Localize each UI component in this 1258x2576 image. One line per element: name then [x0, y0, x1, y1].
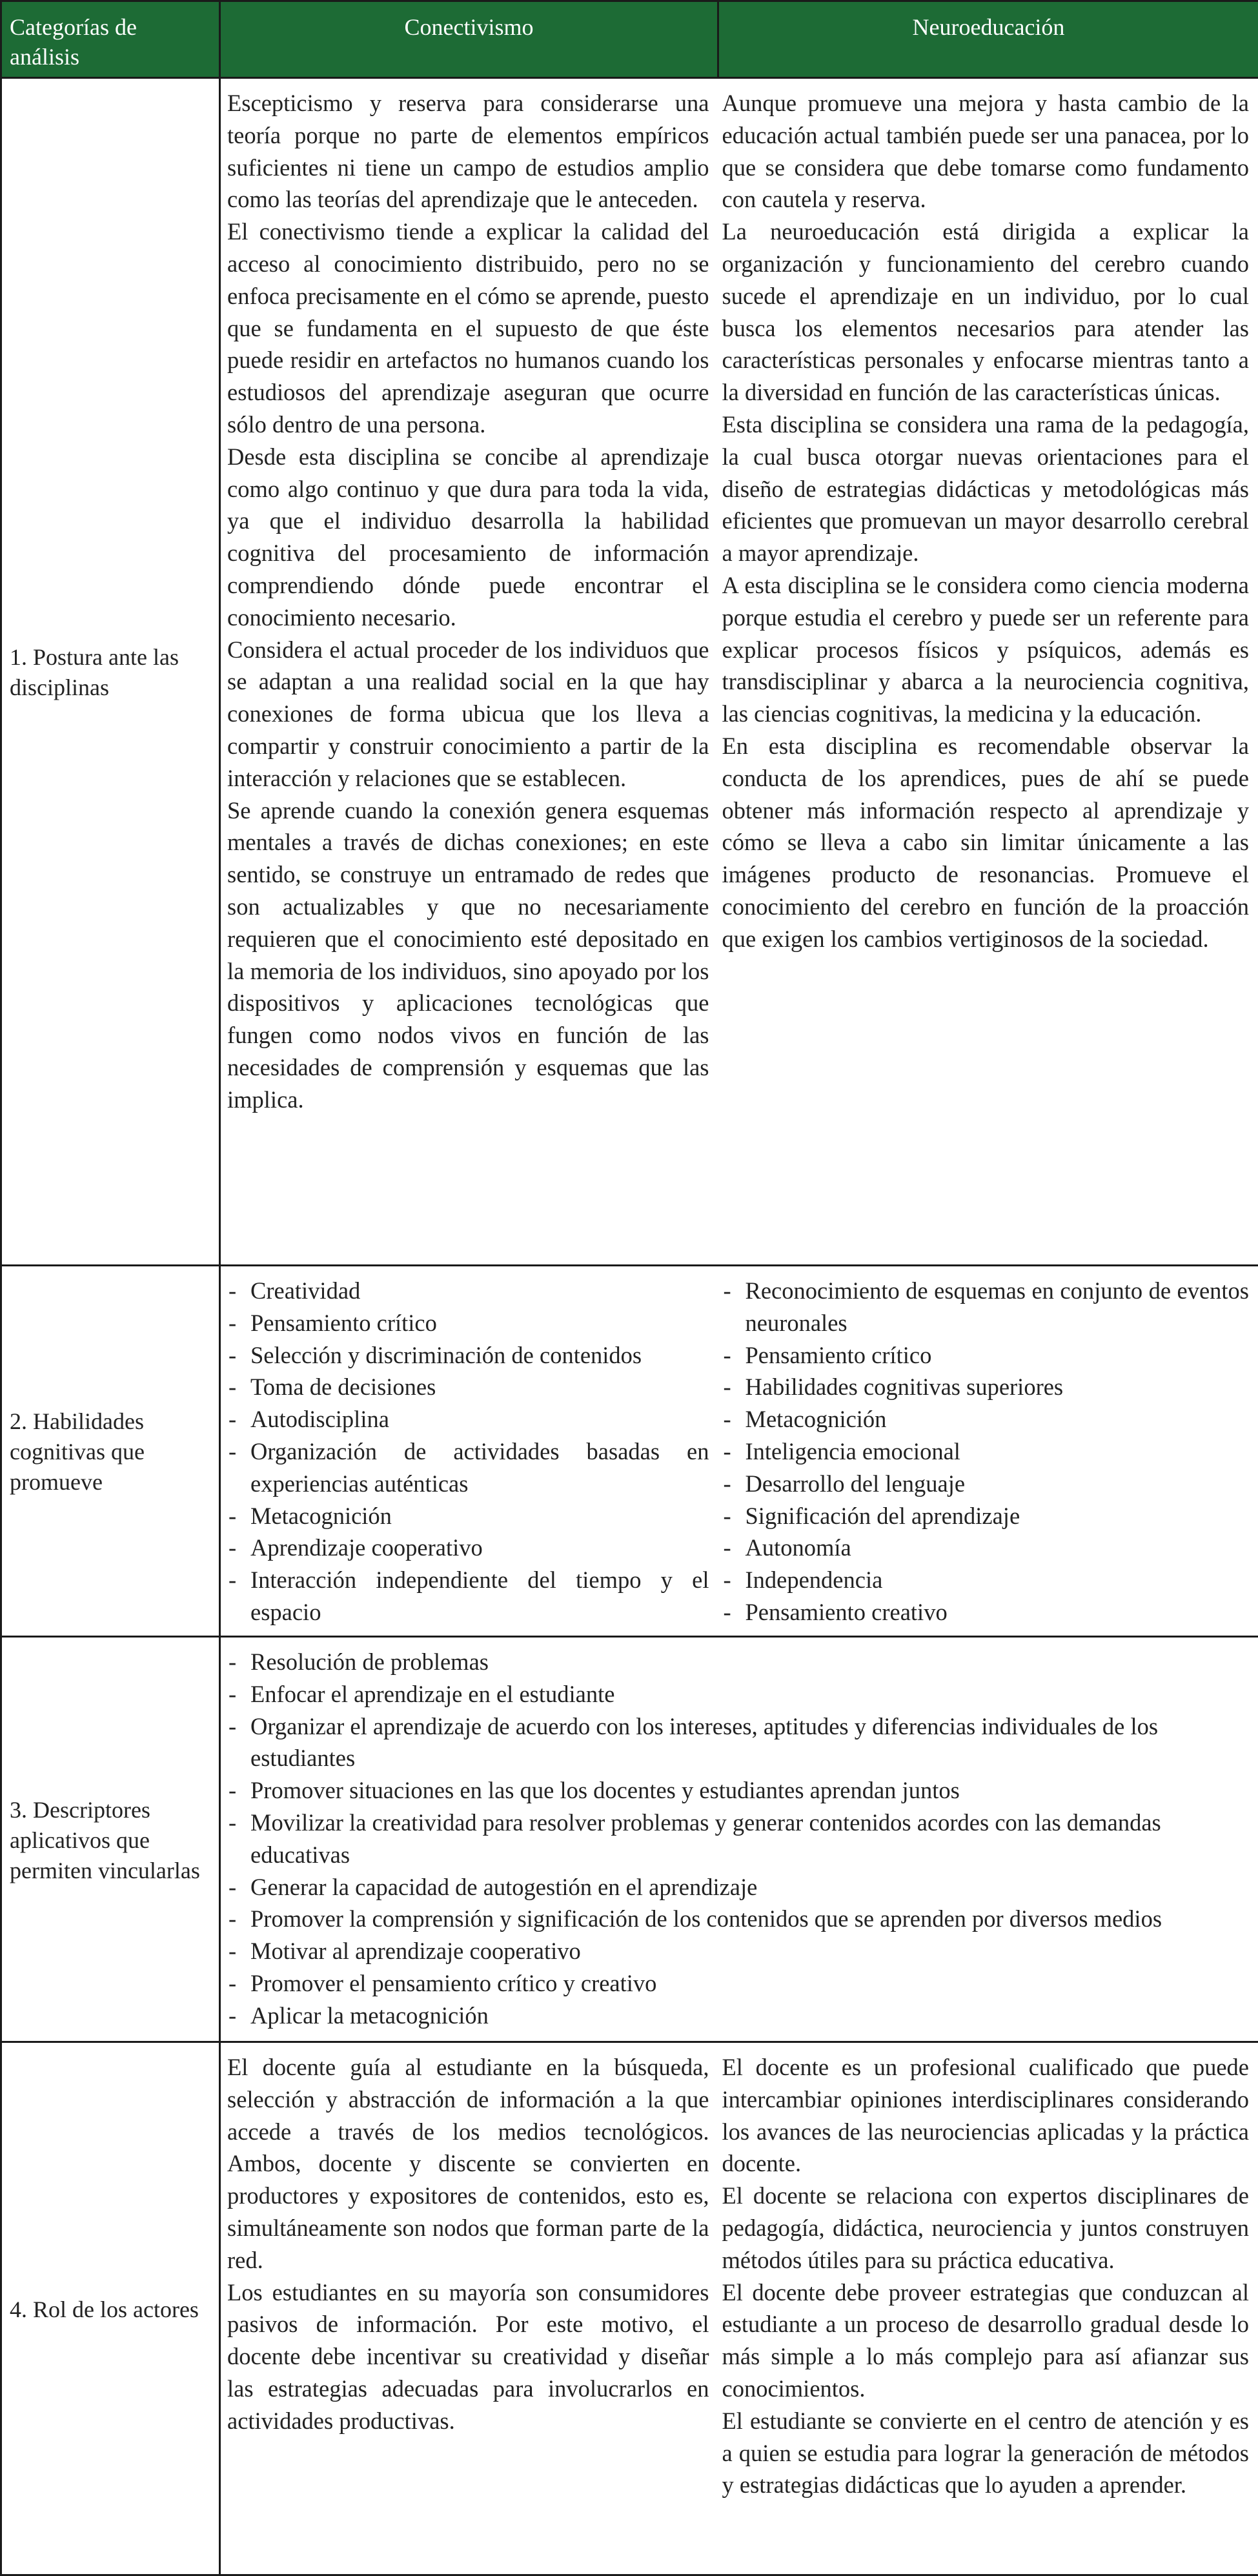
paragraph: El conectivismo tiende a explicar la calidad del acceso al conocimiento distribuido, pero no se enfoca precisamente en el cómo se aprende, puesto que se fundamenta en el supuesto de que éste puede residir en artefactos no humanos cuando los estudiosos del aprendizaje aseguran que ocurre sólo dentro de una persona. — [227, 216, 709, 441]
skills-list — [227, 1275, 709, 1628]
neuroeducacion-cell — [718, 1266, 1258, 1637]
table-body — [1, 78, 1258, 2575]
paragraph: El docente se relaciona con expertos disciplinares de pedagogía, didáctica, neurociencia y juntos construyen métodos útiles para su práctica educativa. — [722, 2180, 1250, 2276]
list-item-text: Pensamiento crítico — [746, 1342, 932, 1368]
list-item — [227, 1678, 1250, 1710]
list-item-text: Toma de decisiones — [250, 1374, 436, 1400]
list-item — [722, 1500, 1250, 1532]
list-item-text: Metacognición — [250, 1503, 392, 1529]
list-item — [227, 1710, 1250, 1775]
list-item-text: Generar la capacidad de autogestión en el aprendizaje — [250, 1874, 757, 1900]
list-item — [227, 1774, 1250, 1807]
neuroeducacion-cell — [718, 2042, 1258, 2575]
list-item — [722, 1403, 1250, 1435]
list-item-text: Pensamiento crítico — [250, 1310, 437, 1336]
paragraph: Los estudiantes en su mayoría son consumidores pasivos de información. Por este motivo, el docente debe incentivar su creatividad y diseñar las estrategias adecuadas para involucrarlos en actividades productivas. — [227, 2277, 709, 2437]
list-item-text: Habilidades cognitivas superiores — [746, 1374, 1064, 1400]
conectivismo-cell — [220, 2042, 718, 2575]
dash-bullet: - — [228, 1903, 236, 1935]
list-item — [227, 1967, 1250, 2000]
neuroeducacion-cell — [718, 78, 1258, 1266]
paragraph: Esta disciplina se considera una rama de la pedagogía, la cual busca otorgar nuevas orientaciones para el diseño de estrategias didácticas y metodológicas más eficientes que promuevan un mayor desarrollo cerebral a mayor aprendizaje. — [722, 409, 1250, 569]
list-item-text: Motivar al aprendizaje cooperativo — [250, 1938, 581, 1964]
paragraph: El estudiante se convierte en el centro de atención y es a quien se estudia para lograr la generación de métodos y estrategias didácticas que lo ayuden a aprender. — [722, 2405, 1250, 2501]
descriptors-list — [227, 1646, 1250, 2032]
category-cell: 4. Rol de los actores — [1, 2042, 220, 2575]
dash-bullet: - — [228, 1275, 236, 1307]
dash-bullet: - — [228, 1339, 236, 1372]
paragraph: El docente es un profesional cualificado que puede intercambiar opiniones interdisciplinares considerando los avances de las neurociencias aplicadas y la práctica docente. — [722, 2051, 1250, 2180]
conectivismo-cell — [220, 1266, 718, 1637]
list-item — [227, 1935, 1250, 1967]
list-item — [722, 1371, 1250, 1403]
paragraph: La neuroeducación está dirigida a explicar la organización y funcionamiento del cerebro cuando sucede el aprendizaje en un individuo, por lo cual busca los elementos necesarios para atender las características personales y enfocarse mientras tanto a la diversidad en función de las características únicas. — [722, 216, 1250, 409]
list-item-text: Interacción independiente del tiempo y el espacio — [250, 1567, 709, 1625]
paragraph: En esta disciplina es recomendable observar la conducta de los aprendices, pues de ahí se puede obtener más información respecto al aprendizaje y cómo se lleva a cabo sin limitar únicamente a las imágenes producto de resonancias. Promueve el conocimiento del cerebro en función de la proacción que exigen los cambios vertiginosos de la sociedad. — [722, 730, 1250, 955]
row-postura — [1, 78, 1258, 1266]
skills-list — [722, 1275, 1250, 1628]
dash-bullet: - — [228, 1807, 236, 1839]
list-item-text: Autodisciplina — [250, 1406, 389, 1432]
row-descriptores — [1, 1637, 1258, 2042]
list-item-text: Desarrollo del lenguaje — [746, 1470, 966, 1497]
table-header — [1, 1, 1258, 78]
list-item — [722, 1275, 1250, 1339]
list-item-text: Pensamiento creativo — [746, 1599, 948, 1625]
paragraph: Se aprende cuando la conexión genera esquemas mentales a través de dichas conexiones; en este sentido, se construye un entramado de redes que son actualizables y que no necesariamente requieren que el conocimiento esté depositado en la memoria de los individuos, sino apoyado por los dispositivos y aplicaciones tecnológicas que fungen como nodos vivos en función de las necesidades de comprensión y esquemas que las implica. — [227, 795, 709, 1116]
shared-descriptors-cell — [220, 1637, 1258, 2042]
dash-bullet: - — [724, 1371, 731, 1403]
header-neuroeducacion: Neuroeducación — [718, 1, 1258, 78]
dash-bullet: - — [228, 1564, 236, 1596]
list-item-text: Creatividad — [250, 1277, 360, 1304]
list-item — [227, 1275, 709, 1307]
category-cell: 1. Postura ante las disciplinas — [1, 78, 220, 1266]
dash-bullet: - — [228, 1532, 236, 1564]
list-item-text: Resolución de problemas — [250, 1648, 489, 1675]
list-item-text: Movilizar la creatividad para resolver problemas y generar contenidos acordes con las demandas educativas — [250, 1809, 1161, 1868]
dash-bullet: - — [228, 1646, 236, 1678]
list-item-text: Autonomía — [746, 1534, 851, 1561]
list-item-text: Enfocar el aprendizaje en el estudiante — [250, 1681, 614, 1707]
dash-bullet: - — [724, 1596, 731, 1628]
list-item-text: Promover el pensamiento crítico y creativo — [250, 1970, 656, 1996]
dash-bullet: - — [724, 1339, 731, 1372]
list-item — [722, 1532, 1250, 1564]
header-conectivismo: Conectivismo — [220, 1, 718, 78]
header-categorias: Categorías de análisis — [1, 1, 220, 78]
list-item — [722, 1468, 1250, 1500]
list-item — [227, 2000, 1250, 2032]
dash-bullet: - — [228, 1871, 236, 1903]
dash-bullet: - — [228, 1710, 236, 1743]
list-item — [227, 1435, 709, 1500]
list-item-text: Organización de actividades basadas en experiencias auténticas — [250, 1438, 709, 1497]
list-item-text: Metacognición — [746, 1406, 887, 1432]
dash-bullet: - — [228, 1307, 236, 1339]
dash-bullet: - — [724, 1564, 731, 1596]
row-habilidades — [1, 1266, 1258, 1637]
dash-bullet: - — [228, 1967, 236, 2000]
list-item — [227, 1371, 709, 1403]
list-item — [722, 1596, 1250, 1628]
paragraph: Escepticismo y reserva para considerarse una teoría porque no parte de elementos empíricos suficientes ni tiene un campo de estudios amplio como las teorías del aprendizaje que le anteceden. — [227, 87, 709, 216]
list-item — [227, 1532, 709, 1564]
list-item-text: Aprendizaje cooperativo — [250, 1534, 483, 1561]
list-item-text: Reconocimiento de esquemas en conjunto de eventos neuronales — [746, 1277, 1250, 1336]
list-item-text: Independencia — [746, 1567, 883, 1593]
dash-bullet: - — [724, 1403, 731, 1435]
dash-bullet: - — [228, 1774, 236, 1807]
category-cell: 2. Habilidades cognitivas que promueve — [1, 1266, 220, 1637]
list-item — [227, 1403, 709, 1435]
dash-bullet: - — [724, 1275, 731, 1307]
list-item-text: Promover situaciones en las que los docentes y estudiantes aprendan juntos — [250, 1777, 960, 1803]
list-item — [227, 1646, 1250, 1678]
dash-bullet: - — [724, 1532, 731, 1564]
dash-bullet: - — [228, 1500, 236, 1532]
dash-bullet: - — [228, 1678, 236, 1710]
dash-bullet: - — [228, 1935, 236, 1967]
list-item — [722, 1339, 1250, 1372]
list-item — [227, 1339, 709, 1372]
list-item-text: Promover la comprensión y significación de los contenidos que se aprenden por diversos medios — [250, 1905, 1162, 1932]
dash-bullet: - — [724, 1468, 731, 1500]
list-item — [227, 1307, 709, 1339]
paragraph: Considera el actual proceder de los individuos que se adaptan a una realidad social en la que hay conexiones de forma ubicua que los lleva a compartir y construir conocimiento a partir de la interacción y relaciones que se establecen. — [227, 634, 709, 795]
dash-bullet: - — [228, 2000, 236, 2032]
paragraph: Desde esta disciplina se concibe al aprendizaje como algo continuo y que dura para toda la vida, ya que el individuo desarrolla la habilidad cognitiva del procesamiento de información comprendiendo dónde puede encontrar el conocimiento necesario. — [227, 441, 709, 634]
list-item — [722, 1564, 1250, 1596]
list-item-text: Inteligencia emocional — [746, 1438, 960, 1465]
list-item — [227, 1564, 709, 1628]
list-item — [722, 1435, 1250, 1468]
conectivismo-cell — [220, 78, 718, 1266]
dash-bullet: - — [228, 1403, 236, 1435]
header-row — [1, 1, 1258, 78]
list-item-text: Organizar el aprendizaje de acuerdo con los intereses, aptitudes y diferencias individuales de los estudiantes — [250, 1713, 1158, 1772]
dash-bullet: - — [228, 1371, 236, 1403]
dash-bullet: - — [724, 1500, 731, 1532]
dash-bullet: - — [724, 1435, 731, 1468]
paragraph: El docente debe proveer estrategias que conduzcan al estudiante a un proceso de desarrollo gradual desde lo más simple a lo más complejo para así afianzar sus conocimientos. — [722, 2277, 1250, 2405]
list-item — [227, 1903, 1250, 1935]
list-item-text: Selección y discriminación de contenidos — [250, 1342, 642, 1368]
paragraph: A esta disciplina se le considera como ciencia moderna porque estudia el cerebro y puede ser un referente para explicar procesos físicos y psíquicos, además es transdisciplinar y abarca a la neurociencia cognitiva, las ciencias cognitivas, la medicina y la educación. — [722, 569, 1250, 730]
list-item — [227, 1807, 1250, 1871]
paragraph: Aunque promueve una mejora y hasta cambio de la educación actual también puede ser una panacea, por lo que se considera que debe tomarse como fundamento con cautela y reserva. — [722, 87, 1250, 216]
list-item — [227, 1871, 1250, 1903]
row-rol-actores — [1, 2042, 1258, 2575]
list-item-text: Aplicar la metacognición — [250, 2002, 489, 2029]
list-item-text: Significación del aprendizaje — [746, 1503, 1020, 1529]
category-cell: 3. Descriptores aplicativos que permiten vincularlas — [1, 1637, 220, 2042]
dash-bullet: - — [228, 1435, 236, 1468]
paragraph: El docente guía al estudiante en la búsqueda, selección y abstracción de información a la que accede a través de los medios tecnológicos. Ambos, docente y discente se convierten en productores y expositores de contenidos, esto es, simultáneamente son nodos que forman parte de la red. — [227, 2051, 709, 2277]
list-item — [227, 1500, 709, 1532]
